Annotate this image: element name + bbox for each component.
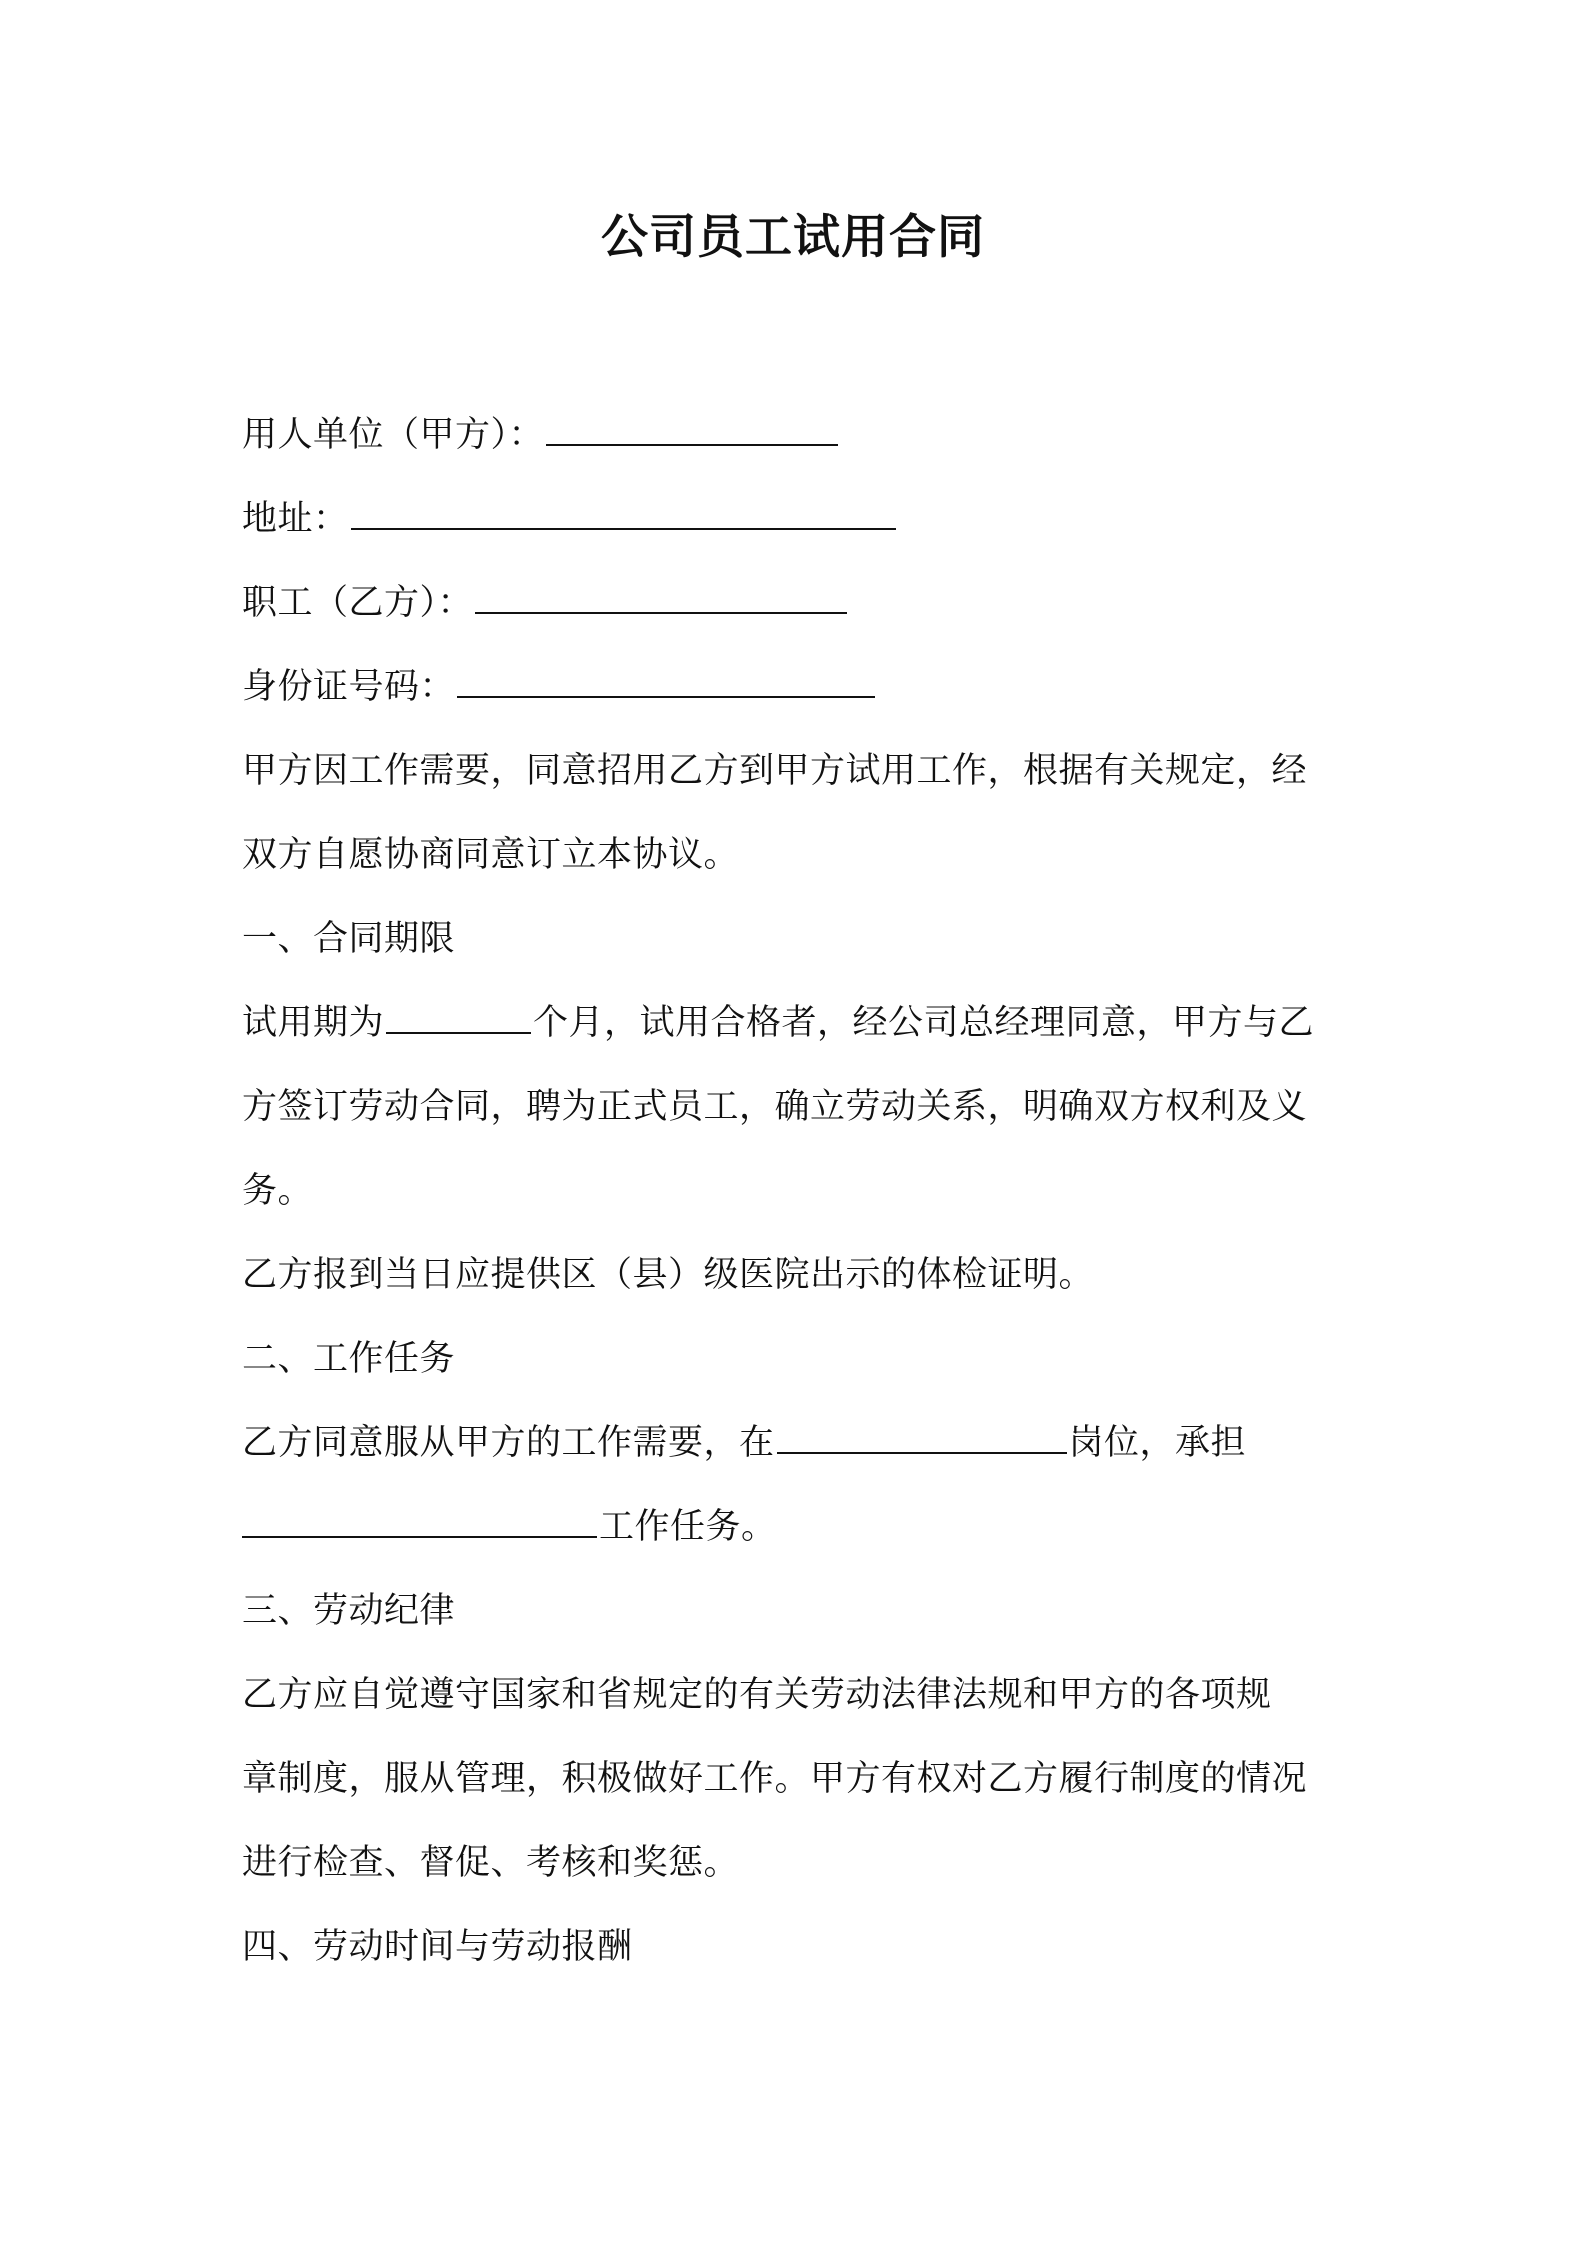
employer-label: 用人单位（甲方）： (242, 415, 545, 455)
address-label: 地址： (242, 499, 349, 539)
section-3-line-3: 进行检查、督促、考核和奖惩。 (242, 1843, 740, 1883)
section-2-line-2 (242, 1504, 777, 1550)
position-suffix: 岗位，承担 (1068, 1423, 1247, 1463)
section-1-medical: 乙方报到当日应提供区（县）级医院出示的体检证明。 (242, 1255, 1095, 1295)
section-1-line-2: 方签订劳动合同，聘为正式员工，确立劳动关系，明确双方权利及义 (242, 1087, 1308, 1127)
employee-field (242, 580, 849, 626)
probation-months-blank[interactable] (386, 1002, 531, 1034)
position-prefix: 乙方同意服从甲方的工作需要，在 (242, 1423, 775, 1463)
id-number-label: 身份证号码： (242, 667, 456, 707)
position-blank[interactable] (777, 1422, 1067, 1454)
intro-line-2: 双方自愿协商同意订立本协议。 (242, 835, 740, 875)
task-suffix: 工作任务。 (599, 1507, 777, 1547)
section-3-line-1: 乙方应自觉遵守国家和省规定的有关劳动法律法规和甲方的各项规 (242, 1675, 1272, 1715)
section-1-line-3: 务。 (242, 1171, 314, 1211)
employee-blank[interactable] (475, 582, 847, 614)
section-4-heading: 四、劳动时间与劳动报酬 (242, 1927, 633, 1967)
section-1-heading: 一、合同期限 (242, 919, 456, 959)
address-blank[interactable] (351, 498, 896, 530)
id-number-field (242, 664, 877, 710)
intro-line-1: 甲方因工作需要，同意招用乙方到甲方试用工作，根据有关规定，经 (242, 751, 1308, 791)
employer-field (242, 412, 840, 458)
address-field (242, 496, 898, 542)
probation-suffix: 个月，试用合格者，经公司总经理同意，甲方与乙 (533, 1003, 1315, 1043)
probation-prefix: 试用期为 (242, 1003, 385, 1043)
employee-label: 职工（乙方）： (242, 583, 474, 623)
task-blank[interactable] (242, 1506, 597, 1538)
section-3-heading: 三、劳动纪律 (242, 1591, 456, 1631)
section-3-line-2: 章制度，服从管理，积极做好工作。甲方有权对乙方履行制度的情况 (242, 1759, 1308, 1799)
section-2-line-1 (242, 1420, 1246, 1466)
employer-blank[interactable] (546, 414, 838, 446)
document-title: 公司员工试用合同 (601, 210, 985, 265)
section-2-heading: 二、工作任务 (242, 1339, 456, 1379)
section-1-line-1 (242, 1000, 1314, 1046)
id-number-blank[interactable] (457, 666, 875, 698)
